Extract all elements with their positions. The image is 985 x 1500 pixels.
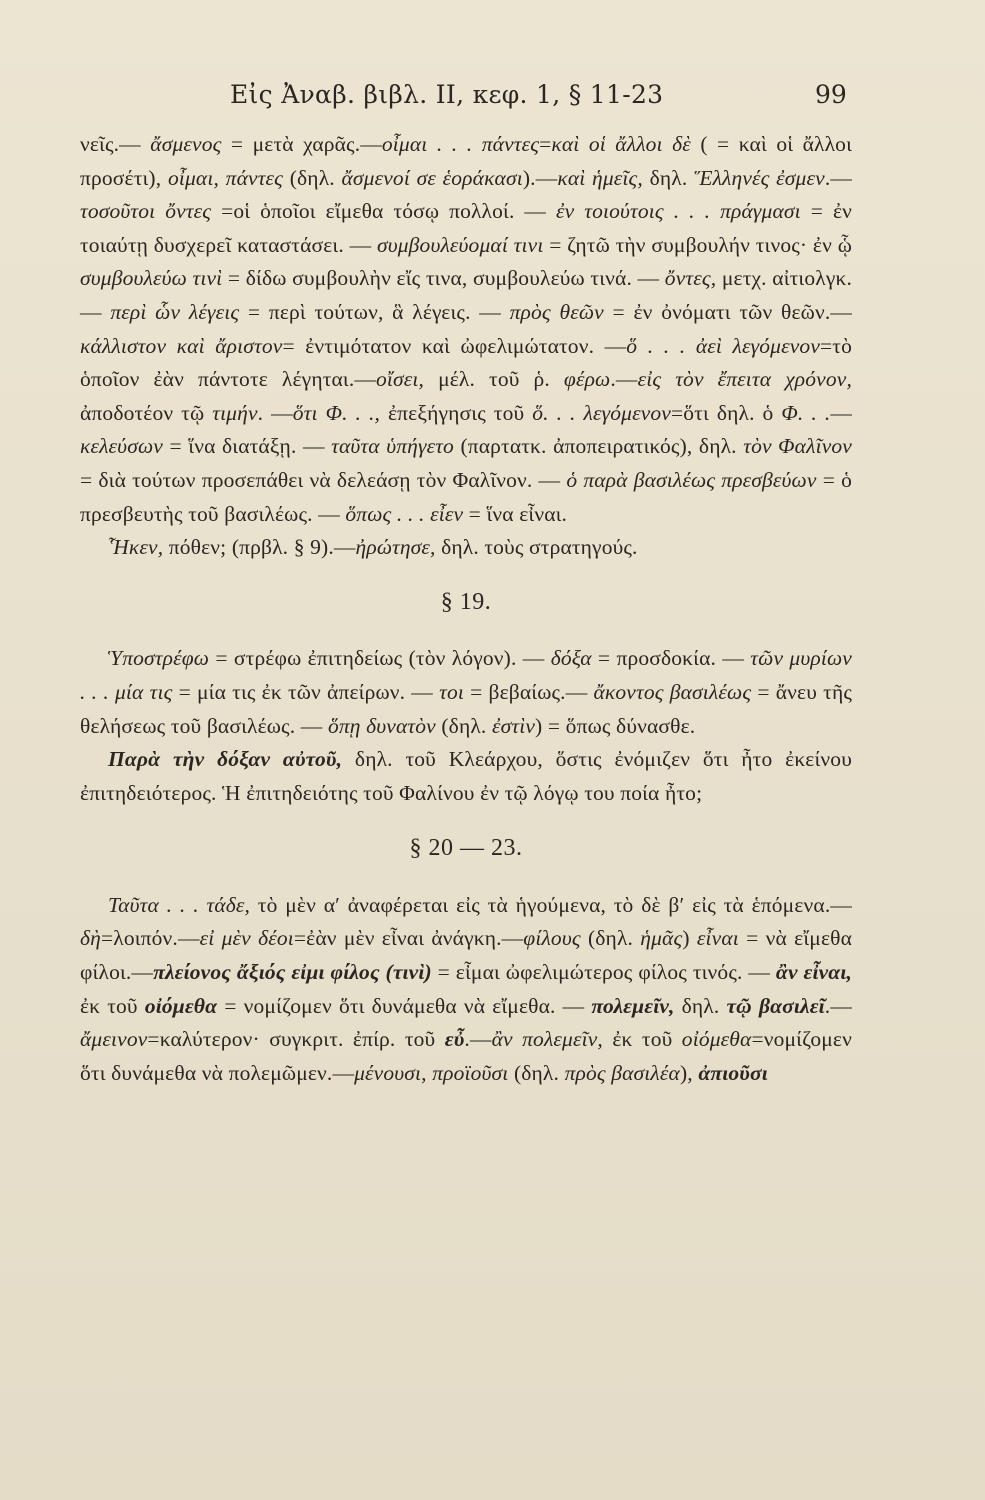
lemma-run: ἡμᾶς (640, 926, 683, 951)
lemma-run: τῷ βασιλεῖ (726, 993, 825, 1018)
text-run: = ὁ πρεσβευτὴς τοῦ βασιλέως. — (80, 467, 852, 526)
text-run: .— (610, 367, 638, 392)
text-run: ἀποδοτέον τῷ (80, 400, 213, 425)
lemma-run: πολεμεῖν, (591, 993, 675, 1018)
lemma-run: δόξα (550, 646, 592, 671)
text-run: = δίδω συμβουλὴν εἴς τινα, συμβουλεύω τινά. — (222, 266, 665, 291)
text-run: =νομίζομεν ὅτι δυνάμεθα νὰ πολεμῶμεν.— (80, 1027, 852, 1085)
lemma-run: ὄντες, (664, 266, 717, 291)
page-number: 99 (815, 80, 847, 109)
text-run: = ἐντιμότατον καὶ ὠφελιμώτατον. — (282, 333, 627, 358)
lemma-run: πρὸς θεῶν (509, 299, 604, 324)
lemma-run: οἶμαι . . . πάντες (381, 132, 540, 156)
lemma-run: φίλους (523, 926, 581, 951)
text-run: = προσδοκία. — (591, 646, 751, 671)
lemma-run: μένουσι, προϊοῦσι (354, 1060, 509, 1085)
text-run: ), (679, 1060, 699, 1085)
lemma-run: συμβουλεύω τινὶ (80, 266, 223, 291)
lemma-run: ἄμεινον (80, 1027, 148, 1052)
text-run: τὸ μὲν α′ ἀναφέρεται εἰς τὰ ἡγούμενα, τὸ δὲ β′ εἰς τὰ ἑπόμενα.— (250, 892, 852, 917)
text-run: = μετὰ χαρᾶς.— (221, 132, 382, 156)
text-run: πόθεν; (πρβλ. § 9).— (163, 535, 356, 560)
page-body (80, 128, 852, 1090)
lemma-run: ὅπῃ δυνατὸν (327, 713, 436, 738)
page-header (0, 80, 985, 120)
lemma-run: τοσοῦτοι ὄντες (80, 199, 212, 224)
text-run: = περὶ τούτων, ἃ λέγεις. — (239, 299, 510, 324)
lemma-run: Ἧκεν, (108, 535, 164, 560)
section-heading: § 19. (440, 588, 492, 615)
commentary-paragraph (80, 531, 852, 565)
text-run: δηλ. (674, 993, 727, 1018)
text-run: ) = ὅπως δύνασθε. (535, 713, 696, 738)
text-run: (δηλ. (508, 1060, 565, 1085)
commentary-paragraph (80, 743, 852, 810)
text-run: = ἵνα διατάξῃ. — (162, 434, 332, 459)
lemma-run: ὅτι Φ. . ., (292, 400, 381, 425)
commentary-paragraph (80, 128, 852, 531)
lemma-run: ἐν τοιούτοις . . . πράγμασι (556, 199, 801, 224)
lemma-run: οἰόμεθα (681, 1027, 752, 1052)
lemma-run: συμβουλεύομαί τινι (376, 232, 544, 257)
text-run: = ἐν ὀνόματι τῶν θεῶν.— (603, 299, 853, 324)
text-run: = ἄνευ τῆς θελήσεως τοῦ βασιλέως. — (80, 679, 852, 738)
lemma-run: τοι (439, 679, 464, 704)
text-run: = νομίζομεν ὅτι δυνάμεθα νὰ εἴμεθα. — (217, 993, 592, 1018)
text-run: .— (464, 1027, 492, 1052)
lemma-run: τιμήν (212, 400, 258, 425)
text-run: =ἐὰν μὲν εἶναι ἀνάγκη.— (293, 926, 524, 951)
running-head: Εἰς Ἀναβ. βιβλ. II, κεφ. 1, § 11‑23 (230, 80, 664, 109)
text-run: μέλ. τοῦ ῥ. (424, 367, 564, 392)
text-run: μετχ. αἰτιολγκ. — (80, 266, 853, 324)
lemma-run: Παρὰ τὴν δόξαν αὐτοῦ, (108, 747, 343, 772)
text-run: ἐπεξήγησις τοῦ (380, 400, 533, 425)
text-run: (δηλ. (283, 165, 342, 190)
text-run: = ἐν τοιαύτῃ δυσχερεῖ καταστάσει. — (80, 199, 853, 257)
lemma-run: Ταῦτα . . . τάδε, (108, 892, 251, 917)
lemma-run: τῶν μυρίων . . . μία τις (80, 646, 852, 704)
commentary-paragraph (80, 642, 852, 743)
lemma-run: ἄκοντος βασιλέως (593, 679, 752, 704)
lemma-run: Ὑποστρέφω (108, 646, 210, 671)
text-run: δηλ. τοῦ Κλεάρχου, ὅστις ἐνόμιζεν ὅτι ἦτο ἐκείνου ἐπιτηδειότερος. Ἡ ἐπιτηδειότης τοῦ Φαλίνου ἐν τῷ λόγῳ του ποία ἦτο; (80, 747, 852, 805)
text-run: ) (682, 926, 697, 951)
text-run: (δηλ. (435, 713, 492, 738)
text-run: = (539, 132, 552, 156)
lemma-run: ἂν πολεμεῖν, (491, 1027, 603, 1052)
text-run: δηλ. τοὺς στρατηγούς. (435, 535, 638, 560)
text-run: = βεβαίως.— (463, 679, 594, 704)
lemma-run: ὅ . . . ἀεὶ λεγόμενον (626, 333, 821, 358)
lemma-run: Φ. . . (781, 400, 831, 425)
lemma-run: ἀπιοῦσι (698, 1060, 768, 1085)
text-run: δηλ. (642, 165, 695, 190)
lemma-run: εἶναι (696, 926, 739, 951)
text-run: ( = καὶ οἱ ἄλλοι προσέτι), (80, 132, 852, 190)
lemma-run: κελεύσων (80, 434, 163, 459)
lemma-run: κάλλιστον καὶ ἄριστον (80, 333, 283, 358)
lemma-run: οἶμαι, πάντες (167, 165, 284, 190)
section-heading: § 20 — 23. (409, 835, 523, 862)
text-run: . — (257, 400, 293, 425)
commentary-paragraph (80, 889, 852, 1091)
lemma-run: εἰς τὸν ἔπειτα χρόνον, (637, 367, 852, 392)
text-run: (δηλ. (580, 926, 641, 951)
text-run: = εἶμαι ὠφελιμώτερος φίλος τινός. — (431, 960, 776, 985)
lemma-run: καὶ οἱ ἄλλοι δὲ (551, 132, 691, 156)
text-run: .— (824, 993, 852, 1018)
text-run: = διὰ τούτων προσεπάθει νὰ δελεάσῃ τὸν Φαλῖνον. — (80, 467, 567, 492)
lemma-run: εὖ (444, 1027, 465, 1052)
lemma-run: ἐστὶν (491, 713, 536, 738)
lemma-run: περὶ ὧν λέγεις (110, 299, 240, 324)
text-run: = μία τις ἐκ τῶν ἀπείρων. — (172, 679, 440, 704)
text-run: = ἵνα εἶναι. (463, 501, 568, 526)
lemma-run: ἄσμενος (150, 132, 222, 156)
lemma-run: εἰ μὲν δέοι (199, 926, 294, 951)
text-run: =οἱ ὁποῖοι εἴμεθα τόσῳ πολλοί. — (211, 199, 557, 224)
lemma-run: ἂν εἶναι, (775, 960, 852, 985)
text-run: =καλύτερον· συγκριτ. ἐπίρ. τοῦ (147, 1027, 445, 1052)
lemma-run: πρὸς βασιλέα (564, 1060, 680, 1085)
text-run: =τὸ ὁποῖον ἐὰν πάντοτε λέγηται.— (80, 333, 852, 392)
text-run: =ὅτι δηλ. ὁ (670, 400, 782, 425)
text-run: = ζητῶ τὴν συμβουλήν τινος· ἐν ᾧ (543, 232, 852, 257)
text-run: ἐκ τοῦ (80, 993, 145, 1018)
text-run: = στρέφω ἐπιτηδείως (τὸν λόγον). — (209, 646, 551, 671)
lemma-run: ὅπως . . . εἶεν (345, 501, 464, 526)
lemma-run: δὴ (80, 926, 101, 951)
lemma-run: τὸν Φαλῖνον (743, 434, 852, 459)
lemma-run: ἄσμενοί σε ἑοράκασι (341, 165, 523, 190)
lemma-run: οἰόμεθα (144, 993, 218, 1018)
lemma-run: ὁ παρὰ βασιλέως πρεσβεύων (566, 467, 817, 492)
lemma-run: πλείονος ἄξιός εἰμι φίλος (τινὶ) (153, 960, 432, 985)
lemma-run: φέρω (563, 367, 611, 392)
lemma-run: ὅ. . . λεγόμενον (532, 400, 671, 425)
text-run: ἐκ τοῦ (602, 1027, 682, 1052)
lemma-run: ἠρώτησε, (355, 535, 436, 560)
lemma-run: ταῦτα ὑπήγετο (331, 434, 454, 459)
text-run: — (830, 400, 852, 425)
text-run: (παρτατκ. ἀποπειρατικός), δηλ. (453, 434, 744, 459)
lemma-run: οἴσει, (376, 367, 425, 392)
text-run: .— (824, 165, 853, 190)
lemma-run: Ἕλληνές ἐσμεν (694, 165, 825, 190)
text-run: = νὰ εἴμεθα φίλοι.— (80, 926, 853, 985)
text-run: ).— (522, 165, 558, 190)
text-run: =λοιπόν.— (100, 926, 200, 951)
text-run: νεῖς.— (80, 132, 151, 156)
lemma-run: καὶ ἡμεῖς, (557, 165, 643, 190)
